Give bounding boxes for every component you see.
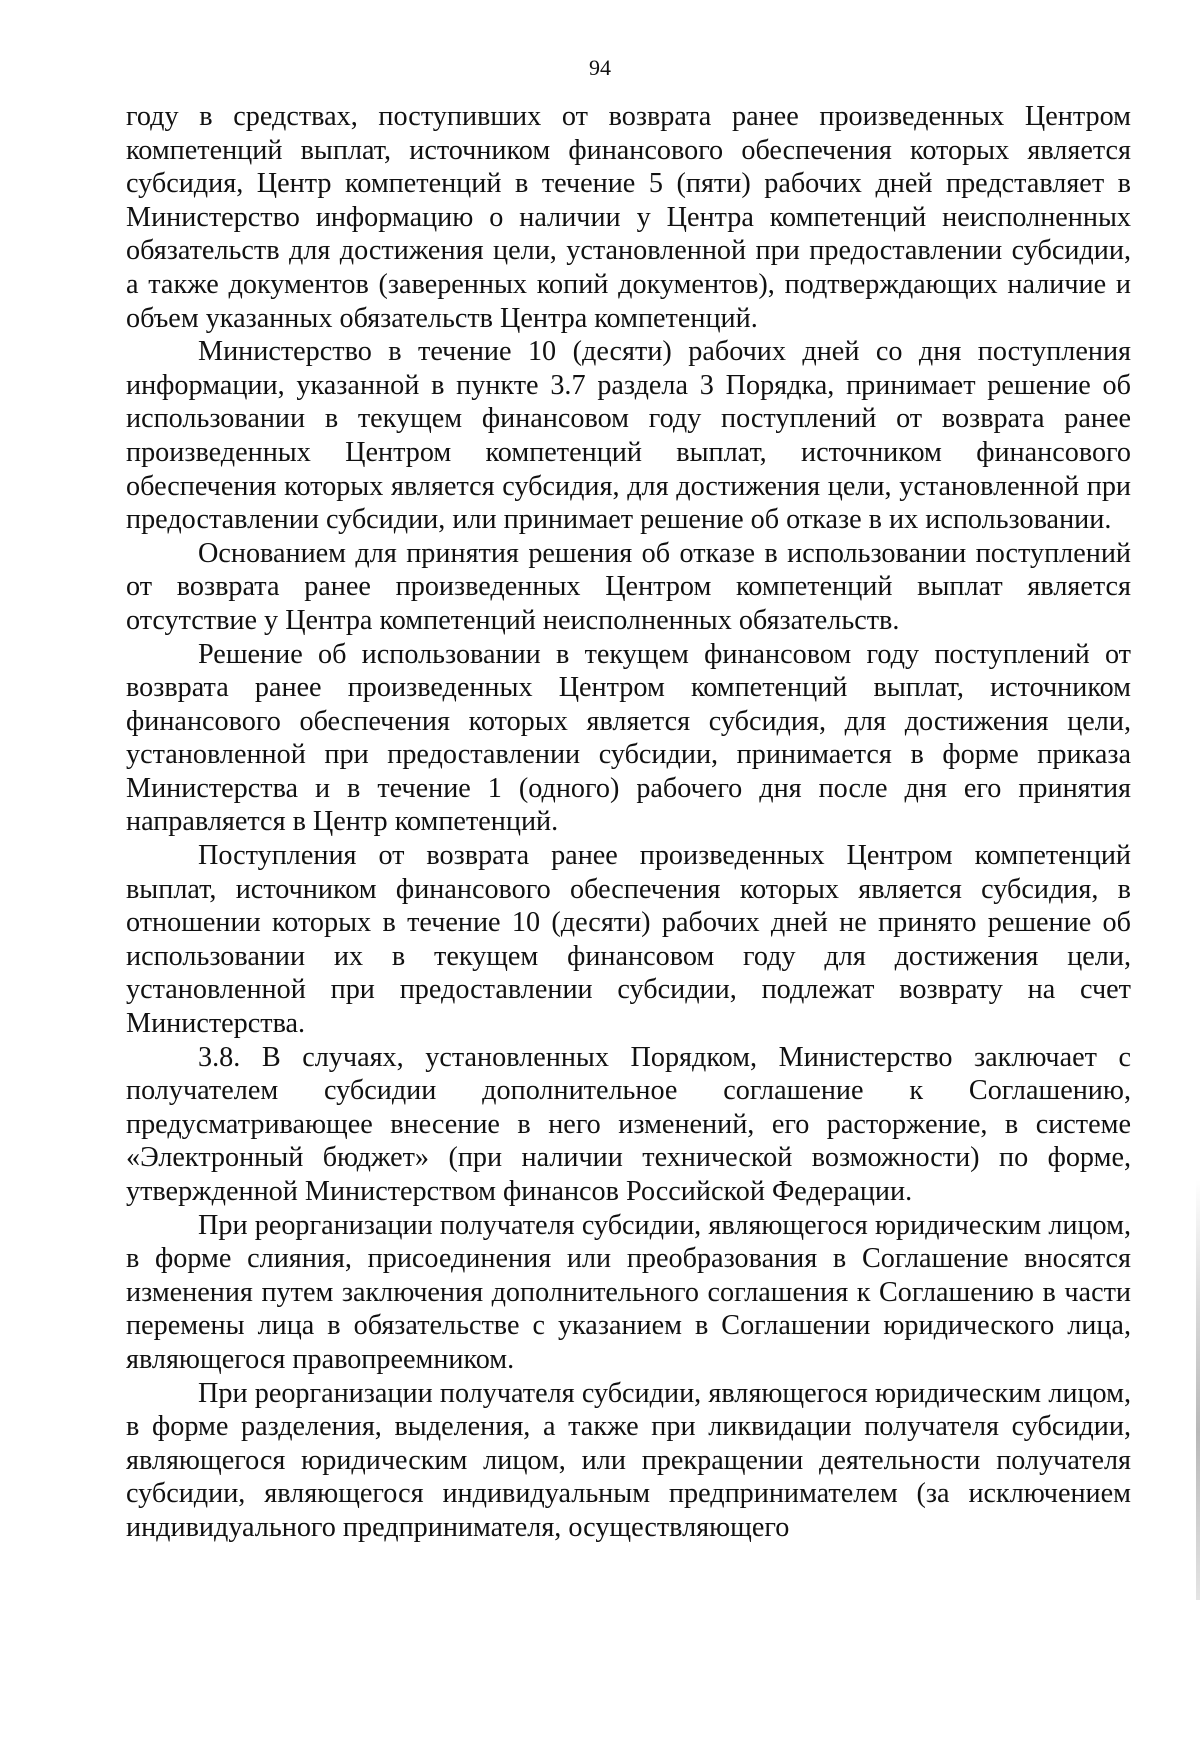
scan-edge-shadow — [1196, 1180, 1200, 1600]
paragraph-refusal-grounds: Основанием для принятия решения об отказе в использовании поступлений от возврата ранее произведенных Центром компетенций выплат является отсутствие у Центра компетенций неисполненных обязательств. — [126, 537, 1131, 636]
page-number: 94 — [589, 55, 611, 80]
paragraph-ministry-decision: Министерство в течение 10 (десяти) рабочих дней со дня поступления информации, указанной в пункте 3.7 раздела 3 Порядка, принимает решение об использовании в текущем финансовом году поступлений от возврата ранее произведенных Центром компетенций выплат, источником финансового обеспечения которых является субсидия, для достижения цели, установленной при предоставлении субсидии, или принимает решение об отказе в их использовании. — [126, 336, 1131, 536]
paragraph-continuation: году в средствах, поступивших от возврата ранее произведенных Центром компетенций выплат, источником финансового обеспечения которых является субсидия, Центр компетенций в течение 5 (пяти) рабочих дней представляет в Министерство информацию о наличии у Центра компетенций неисполненных обязательств для достижения цели, установленной при предоставлении субсидии, а также документов (заверенных копий документов), подтверждающих наличие и объем указанных обязательств Центра компетенций. — [126, 101, 1131, 334]
paragraph-return-to-ministry: Поступления от возврата ранее произведенных Центром компетенций выплат, источником финансового обеспечения которых является субсидия, в отношении которых в течение 10 (десяти) рабочих дней не принято решение об использовании их в текущем финансовом году для достижения цели, установленной при предоставлении субсидии, подлежат возврату на счет Министерства. — [126, 840, 1131, 1040]
paragraph-section-3-8: 3.8. В случаях, установленных Порядком, Министерство заключает с получателем субсидии дополнительное соглашение к Соглашению, предусматривающее внесение в него изменений, его расторжение, в системе «Электронный бюджет» (при наличии технической возможности) по форме, утвержденной Министерством финансов Российской Федерации. — [126, 1041, 1131, 1207]
paragraph-reorganization-division: При реорганизации получателя субсидии, являющегося юридическим лицом, в форме разделения, выделения, а также при ликвидации получателя субсидии, являющегося юридическим лицом, или прекращении деятельности получателя субсидии, являющегося индивидуальным предпринимателем (за исключением индивидуального предпринимателя, осуществляющего — [126, 1377, 1131, 1543]
paragraph-reorganization-merger: При реорганизации получателя субсидии, являющегося юридическим лицом, в форме слияния, присоединения или преобразования в Соглашение вносятся изменения путем заключения дополнительного соглашения к Соглашению в части перемены лица в обязательстве с указанием в Соглашении юридического лица, являющегося правопреемником. — [126, 1209, 1131, 1375]
document-body — [126, 100, 1131, 1545]
paragraph-decision-form: Решение об использовании в текущем финансовом году поступлений от возврата ранее произведенных Центром компетенций выплат, источником финансового обеспечения которых является субсидия, для достижения цели, установленной при предоставлении субсидии, принимается в форме приказа Министерства и в течение 1 (одного) рабочего дня после дня его принятия направляется в Центр компетенций. — [126, 638, 1131, 838]
